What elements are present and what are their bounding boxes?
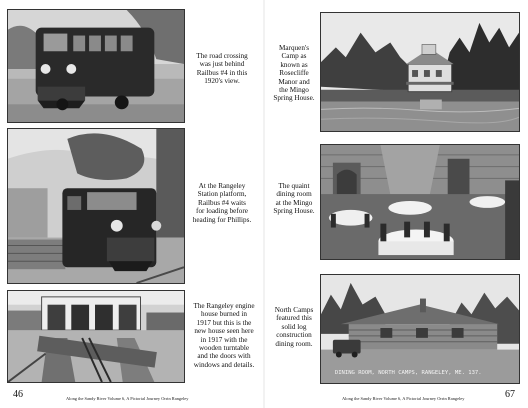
photo-mingo-spring-house	[320, 12, 520, 132]
engine-house-photo-image	[8, 291, 184, 382]
photo-railbus-road-crossing	[7, 9, 185, 123]
caption-north-camps-dining: North Camps featured this solid log construction dining room.	[274, 306, 314, 348]
north-camps-photo-image	[321, 275, 519, 383]
railbus-road-photo-image	[8, 10, 184, 122]
mingo-dining-room-photo-image	[321, 145, 519, 259]
photo-engine-house-turntable	[7, 290, 185, 383]
caption-engine-house: The Rangeley engine house burned in 1917 but this is the new house seen here in 1917 with the wooden turntable and the doors with windows and details.	[193, 302, 255, 369]
caption-railbus-station-platform: At the Rangeley Station platform, Railbus #4 waits for loading before heading for Phillips.	[192, 182, 252, 224]
photo-mingo-dining-room	[320, 144, 520, 260]
photo-railbus-station-platform	[7, 128, 185, 284]
page-number-right: 67	[505, 389, 515, 400]
page-number-left: 46	[13, 389, 23, 400]
page-footer-left: Along the Sandy River Volume 6, A Pictorial Journey Orrin Rangeley	[66, 396, 189, 401]
caption-mingo-dining-room: The quaint dining room at the Mingo Spring House.	[273, 182, 315, 216]
photo-north-camps-dining-room	[320, 274, 520, 384]
railbus-station-photo-image	[8, 129, 184, 283]
caption-railbus-road-crossing: The road crossing was just behind Railbus #4 in this 1920's view.	[196, 52, 248, 86]
caption-mingo-spring-house: Marquen's Camp as known as Rosecliffe Manor and the Mingo Spring House.	[273, 44, 315, 103]
postcard-inscription: DINING ROOM, NORTH CAMPS, RANGELEY, ME. 137.	[334, 370, 482, 377]
mingo-spring-house-photo-image	[321, 13, 519, 131]
page-gutter	[263, 0, 265, 408]
page-footer-right: Along the Sandy River Volume 6, A Pictorial Journey Orrin Rangeley	[342, 396, 465, 401]
